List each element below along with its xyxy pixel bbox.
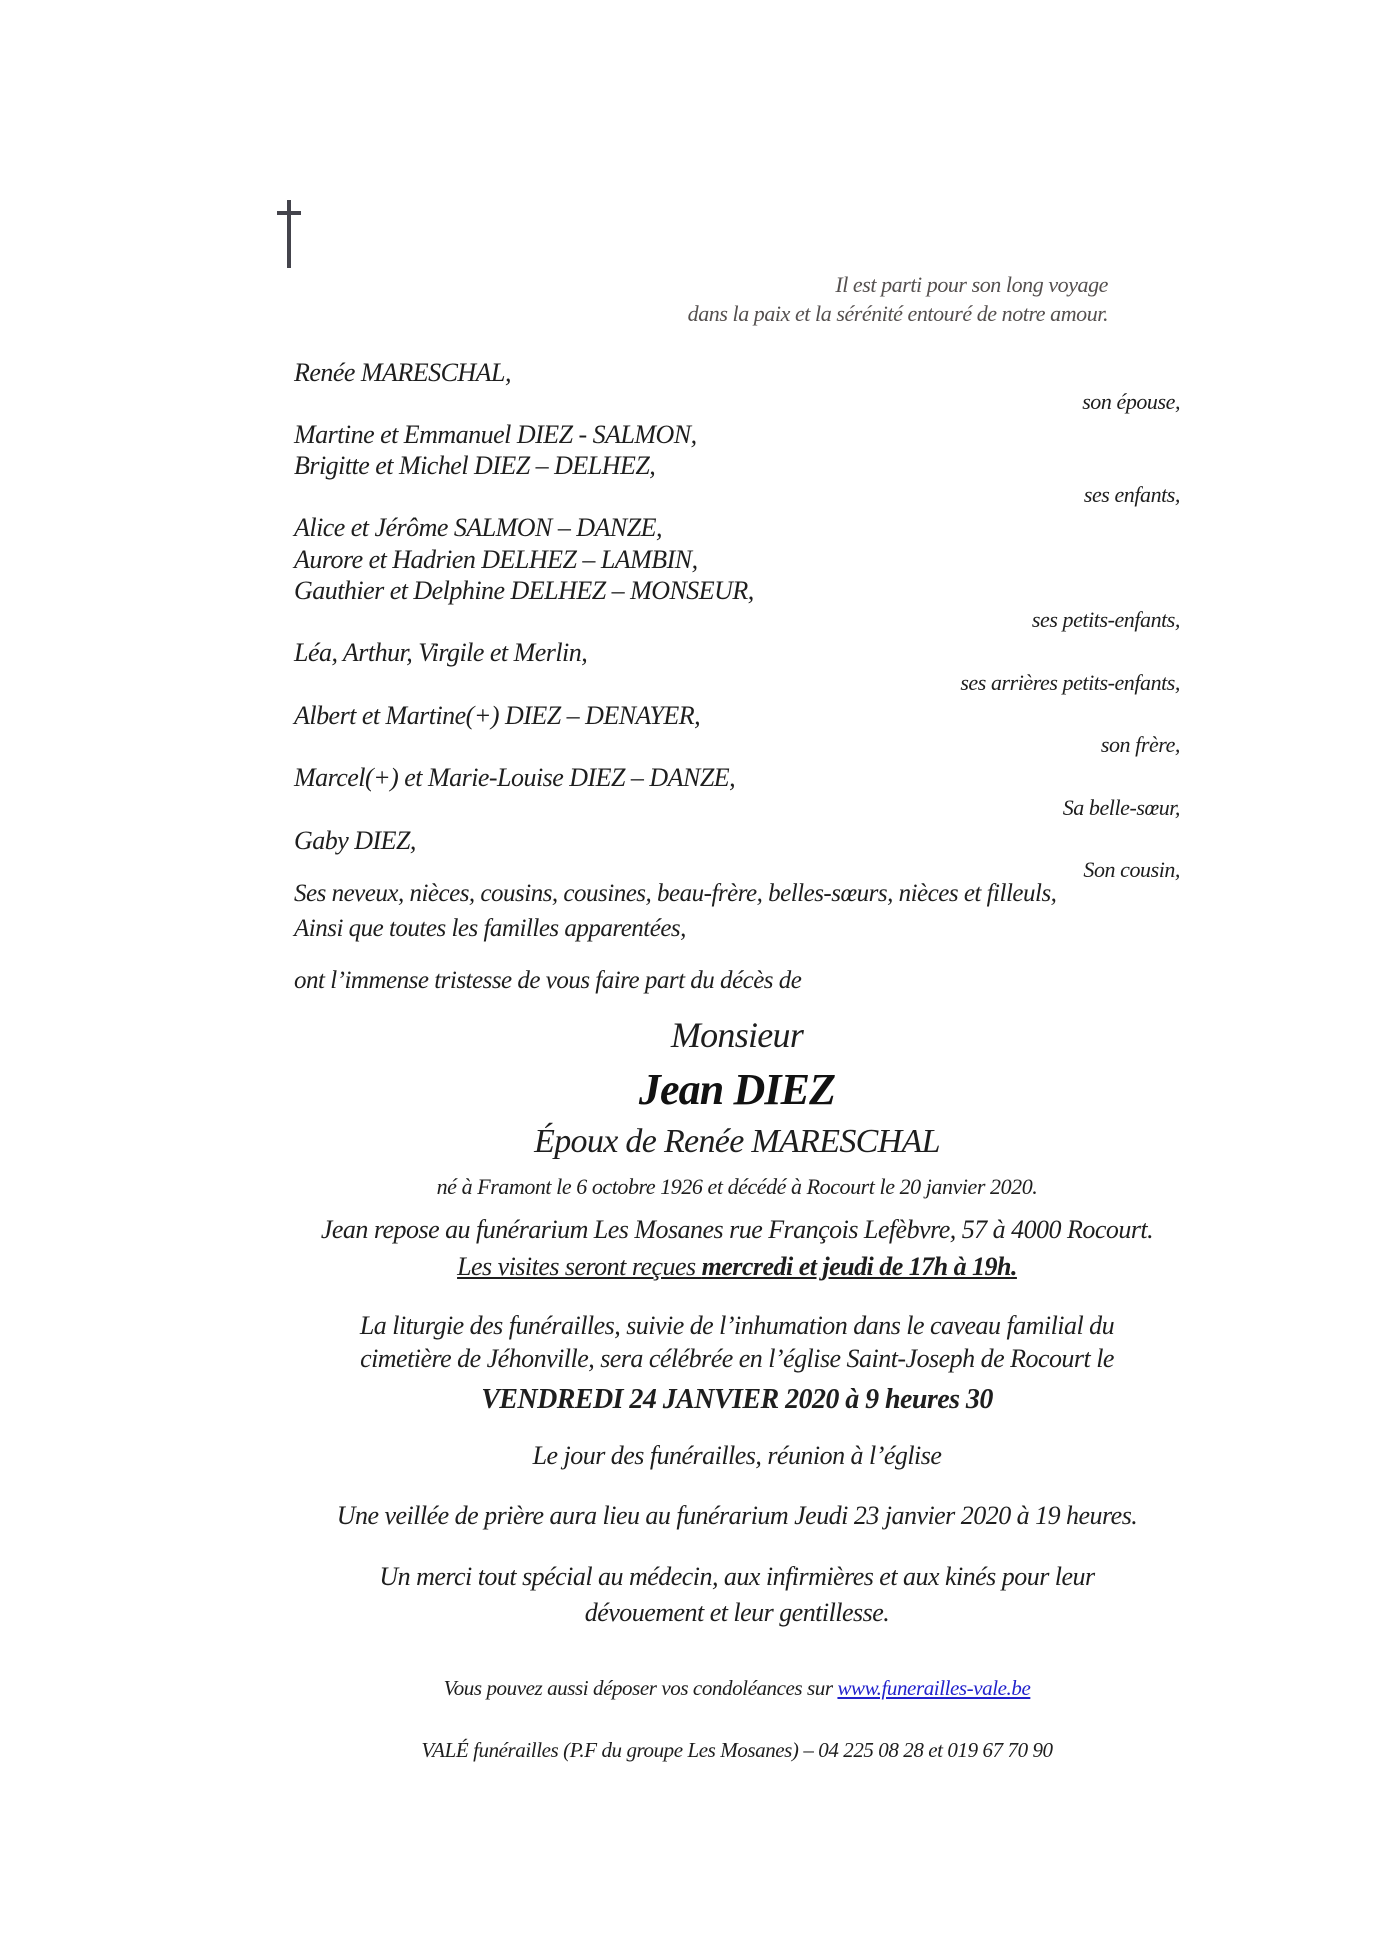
relation-label-sister-in-law: Sa belle-sœur, [1062,795,1180,820]
liturgy-line-2: cimetière de Jéhonville, sera célébrée en l’église Saint-Joseph de Rocourt le [360,1344,1114,1373]
family-line-child-2: Brigitte et Michel DIEZ – DELHEZ, [294,451,656,480]
vigil-line: Une veillée de prière aura lieu au funérarium Jeudi 23 janvier 2020 à 19 heures. [336,1501,1138,1530]
relation-label-children: ses enfants, [1083,482,1180,507]
ceremony-date-line: VENDREDI 24 JANVIER 2020 à 9 heures 30 [481,1384,993,1415]
family-line-grandchild-1: Alice et Jérôme SALMON – DANZE, [294,513,663,542]
condolences-line [294,1676,1180,1701]
deceased-name: Jean DIEZ [638,1065,836,1114]
visits-hours: mercredi et jeudi de 17h à 19h. [701,1252,1017,1281]
family-line-grandchild-3: Gauthier et Delphine DELHEZ – MONSEUR, [294,576,754,605]
family-line-child-1: Martine et Emmanuel DIEZ - SALMON, [294,420,697,449]
family-line-nephews: Ses neveux, nièces, cousins, cousines, beau-frère, belles-sœurs, nièces et filleuls, [294,880,1057,907]
family-line-cousin: Gaby DIEZ, [294,826,416,855]
latin-cross-icon [276,200,302,268]
repose-line: Jean repose au funérarium Les Mosanes rue François Lefèbvre, 57 à 4000 Rocourt. [320,1215,1154,1244]
funeral-home-line: VALÉ funérailles (P.F du groupe Les Mosanes) – 04 225 08 28 et 019 67 70 90 [421,1738,1053,1762]
relation-label-greatgrandchildren: ses arrières petits-enfants, [960,670,1180,695]
meeting-line: Le jour des funérailles, réunion à l’église [532,1441,942,1470]
family-line-grandchild-2: Aurore et Hadrien DELHEZ – LAMBIN, [294,545,698,574]
epigraph-line-1: Il est parti pour son long voyage [835,272,1108,297]
thanks-line-2: dévouement et leur gentillesse. [584,1598,890,1627]
condolences-website-link[interactable]: www.funerailles-vale.be [837,1676,1031,1700]
family-line-spouse-name: Renée MARESCHAL, [294,358,511,387]
family-line-brother: Albert et Martine(+) DIEZ – DENAYER, [294,701,701,730]
relation-label-grandchildren: ses petits-enfants, [1031,607,1180,632]
family-line-sister-in-law: Marcel(+) et Marie-Louise DIEZ – DANZE, [294,763,736,792]
relation-label-brother: son frère, [1100,732,1180,757]
announcement-line: ont l’immense tristesse de vous faire part du décès de [294,967,802,994]
family-line-greatgrandchildren: Léa, Arthur, Virgile et Merlin, [294,638,588,667]
visits-prefix: Les visites seront reçues [457,1252,702,1281]
visits-line [294,1251,1180,1282]
thanks-line-1: Un merci tout spécial au médecin, aux infirmières et aux kinés pour leur [379,1562,1095,1591]
deceased-life-dates: né à Framont le 6 octobre 1926 et décédé à Rocourt le 20 janvier 2020. [436,1174,1038,1199]
condolences-prefix: Vous pouvez aussi déposer vos condoléances sur [443,1676,838,1700]
relation-label-spouse: son épouse, [1082,389,1180,414]
deceased-title: Monsieur [670,1015,804,1055]
deceased-spouse-line: Époux de Renée MARESCHAL [534,1123,940,1160]
epigraph-line-2: dans la paix et la sérénité entouré de notre amour. [687,301,1108,326]
family-line-related-families: Ainsi que toutes les familles apparentées, [294,915,686,942]
relation-label-cousin: Son cousin, [1083,857,1180,882]
liturgy-line-1: La liturgie des funérailles, suivie de l’inhumation dans le caveau familial du [359,1311,1115,1340]
